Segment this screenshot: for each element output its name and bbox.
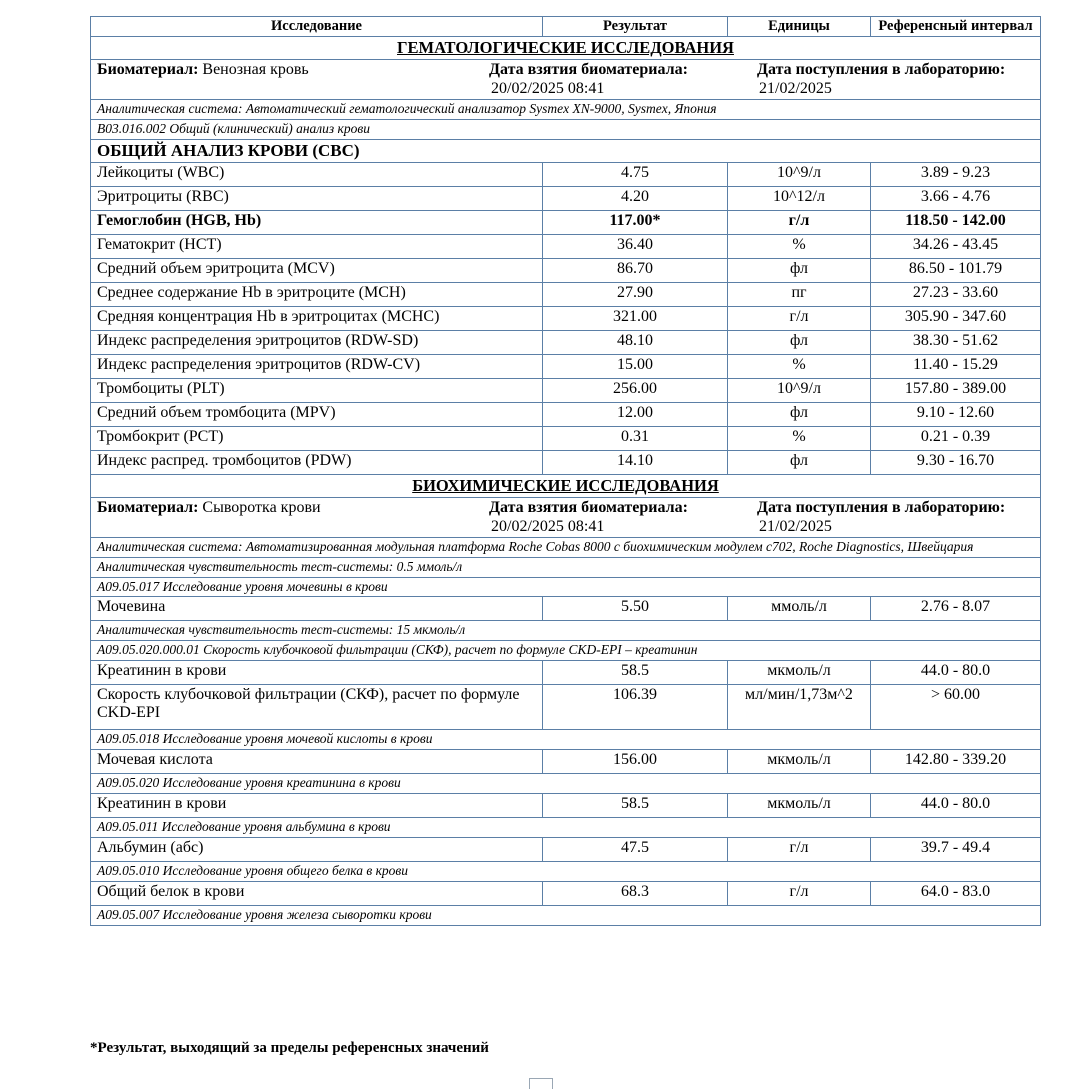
table-row (91, 661, 1041, 685)
analyte-reference: 2.76 - 8.07 (871, 597, 1041, 621)
table-row (91, 402, 1041, 426)
analyte-units: г/л (728, 210, 871, 234)
biomaterial-value: Венозная кровь (202, 61, 309, 78)
table-row (91, 306, 1041, 330)
analyte-name: Тромбокрит (PCT) (91, 426, 543, 450)
analyte-reference: 3.89 - 9.23 (871, 162, 1041, 186)
analyte-name: Креатинин в крови (91, 793, 543, 817)
analyte-name: Индекс распределения эритроцитов (RDW-SD) (91, 330, 543, 354)
analyte-result: 4.20 (543, 186, 728, 210)
analyte-name: Гемоглобин (HGB, Hb) (91, 210, 543, 234)
table-row (91, 881, 1041, 905)
table-row (91, 685, 1041, 730)
table-row (91, 793, 1041, 817)
analyte-name: Средний объем тромбоцита (MPV) (91, 402, 543, 426)
analyte-reference: 9.30 - 16.70 (871, 450, 1041, 474)
table-row (91, 186, 1041, 210)
analyte-name: Скорость клубочковой фильтрации (СКФ), расчет по формуле CKD-EPI (91, 685, 543, 730)
received-date-label: Дата поступления в лабораторию: (757, 498, 1006, 516)
analyte-name: Среднее содержание Hb в эритроците (MCH) (91, 282, 543, 306)
table-row (91, 750, 1041, 774)
analyte-reference: 39.7 - 49.4 (871, 837, 1041, 861)
column-header-result: Результат (543, 17, 728, 37)
table-row (91, 234, 1041, 258)
analyte-result: 58.5 (543, 793, 728, 817)
analyte-reference: 0.21 - 0.39 (871, 426, 1041, 450)
analyte-units: фл (728, 450, 871, 474)
analyte-result: 12.00 (543, 402, 728, 426)
column-header-units: Единицы (728, 17, 871, 37)
table-row (91, 378, 1041, 402)
analyte-reference: 34.26 - 43.45 (871, 234, 1041, 258)
analyte-name: Средний объем эритроцита (MCV) (91, 258, 543, 282)
table-row (91, 282, 1041, 306)
section-title-hematology (91, 37, 1041, 60)
analyte-units: фл (728, 402, 871, 426)
table-row (91, 258, 1041, 282)
table-row (91, 450, 1041, 474)
analyte-units: мкмоль/л (728, 661, 871, 685)
analyte-reference: > 60.00 (871, 685, 1041, 730)
meta-sensitivity-urea: Аналитическая чувствительность тест-системы: 0.5 ммоль/л (91, 557, 1041, 577)
analyte-units: % (728, 234, 871, 258)
meta-service-code-urea: A09.05.017 Исследование уровня мочевины в крови (91, 577, 1041, 597)
analyte-result: 0.31 (543, 426, 728, 450)
analyte-result: 321.00 (543, 306, 728, 330)
analyte-reference: 38.30 - 51.62 (871, 330, 1041, 354)
analyte-units: 10^9/л (728, 162, 871, 186)
analyte-result: 106.39 (543, 685, 728, 730)
column-header-reference: Референсный интервал (871, 17, 1041, 37)
analyte-reference: 157.80 - 389.00 (871, 378, 1041, 402)
analyte-result: 117.00* (543, 210, 728, 234)
meta-analytic-system-hematology: Аналитическая система: Автоматический гематологический анализатор Sysmex XN-9000, Sysmex, Япония (91, 100, 1041, 120)
meta-service-code-cbc: B03.016.002 Общий (клинический) анализ крови (91, 119, 1041, 139)
meta-service-code-albumin: A09.05.011 Исследование уровня альбумина в крови (91, 817, 1041, 837)
column-header-name: Исследование (91, 17, 543, 37)
analyte-result: 68.3 (543, 881, 728, 905)
analyte-name: Гематокрит (HCT) (91, 234, 543, 258)
meta-service-code-uric-acid: A09.05.018 Исследование уровня мочевой кислоты в крови (91, 730, 1041, 750)
analyte-result: 5.50 (543, 597, 728, 621)
biomaterial-block-biochemistry (91, 497, 1041, 537)
section-title-text: БИОХИМИЧЕСКИЕ ИССЛЕДОВАНИЯ (412, 475, 719, 495)
received-date-label: Дата поступления в лабораторию: (757, 61, 1006, 78)
analyte-reference: 9.10 - 12.60 (871, 402, 1041, 426)
analyte-result: 48.10 (543, 330, 728, 354)
meta-service-code-creatinine: A09.05.020 Исследование уровня креатинина в крови (91, 774, 1041, 794)
meta-service-code-total-protein: A09.05.010 Исследование уровня общего белка в крови (91, 861, 1041, 881)
analyte-units: ммоль/л (728, 597, 871, 621)
analyte-units: 10^12/л (728, 186, 871, 210)
analyte-reference: 118.50 - 142.00 (871, 210, 1041, 234)
analyte-name: Средняя концентрация Hb в эритроцитах (MCHC) (91, 306, 543, 330)
meta-analytic-system-biochemistry: Аналитическая система: Автоматизированная модульная платформа Roche Cobas 8000 с биохимическим модулем c702, Roche Diagnostics, Швейцария (91, 537, 1041, 557)
analyte-name: Тромбоциты (PLT) (91, 378, 543, 402)
table-row-abnormal (91, 210, 1041, 234)
analyte-result: 47.5 (543, 837, 728, 861)
analyte-result: 27.90 (543, 282, 728, 306)
table-row (91, 597, 1041, 621)
analyte-reference: 27.23 - 33.60 (871, 282, 1041, 306)
analyte-units: г/л (728, 306, 871, 330)
table-header-row (91, 17, 1041, 37)
biomaterial-label: Биоматериал: (97, 498, 199, 516)
analyte-reference: 86.50 - 101.79 (871, 258, 1041, 282)
meta-sensitivity-creatinine: Аналитическая чувствительность тест-системы: 15 мкмоль/л (91, 621, 1041, 641)
analyte-units: фл (728, 330, 871, 354)
analyte-reference: 64.0 - 83.0 (871, 881, 1041, 905)
meta-service-code-iron: A09.05.007 Исследование уровня железа сыворотки крови (91, 905, 1041, 925)
table-row (91, 354, 1041, 378)
analyte-name: Эритроциты (RBC) (91, 186, 543, 210)
analyte-name: Креатинин в крови (91, 661, 543, 685)
analyte-units: % (728, 354, 871, 378)
analyte-result: 36.40 (543, 234, 728, 258)
analyte-units: г/л (728, 881, 871, 905)
analyte-result: 58.5 (543, 661, 728, 685)
analyte-name: Мочевина (91, 597, 543, 621)
received-date-value: 21/02/2025 (759, 517, 832, 535)
analyte-name: Индекс распределения эритроцитов (RDW-CV) (91, 354, 543, 378)
analyte-units: 10^9/л (728, 378, 871, 402)
biomaterial-block-hematology (91, 60, 1041, 100)
analyte-reference: 44.0 - 80.0 (871, 793, 1041, 817)
analyte-reference: 44.0 - 80.0 (871, 661, 1041, 685)
biomaterial-label: Биоматериал: (97, 61, 199, 78)
lab-results-table (90, 16, 1041, 926)
analyte-units: пг (728, 282, 871, 306)
section-title-text: ГЕМАТОЛОГИЧЕСКИЕ ИССЛЕДОВАНИЯ (397, 38, 734, 57)
analyte-result: 4.75 (543, 162, 728, 186)
analyte-units: % (728, 426, 871, 450)
collection-date-value: 20/02/2025 08:41 (491, 80, 605, 97)
analyte-name: Общий белок в крови (91, 881, 543, 905)
analyte-name: Мочевая кислота (91, 750, 543, 774)
analyte-result: 86.70 (543, 258, 728, 282)
analyte-reference: 11.40 - 15.29 (871, 354, 1041, 378)
biomaterial-value: Сыворотка крови (202, 498, 321, 516)
analyte-result: 14.10 (543, 450, 728, 474)
lab-report-sheet (90, 16, 1040, 926)
analyte-result: 156.00 (543, 750, 728, 774)
received-date-value: 21/02/2025 (759, 80, 832, 97)
table-row (91, 162, 1041, 186)
table-row (91, 426, 1041, 450)
analyte-units: мкмоль/л (728, 750, 871, 774)
analyte-units: фл (728, 258, 871, 282)
collection-date-label: Дата взятия биоматериала: (489, 498, 688, 516)
analyte-name: Лейкоциты (WBC) (91, 162, 543, 186)
analyte-reference: 142.80 - 339.20 (871, 750, 1041, 774)
section-title-biochemistry (91, 474, 1041, 497)
collection-date-value: 20/02/2025 08:41 (491, 517, 605, 535)
table-row (91, 330, 1041, 354)
group-title-cbc: ОБЩИЙ АНАЛИЗ КРОВИ (CBC) (91, 139, 1041, 162)
analyte-name: Альбумин (абс) (91, 837, 543, 861)
footnote-out-of-range: *Результат, выходящий за пределы референсных значений (90, 1040, 489, 1056)
analyte-name: Индекс распред. тромбоцитов (PDW) (91, 450, 543, 474)
analyte-result: 15.00 (543, 354, 728, 378)
table-row (91, 837, 1041, 861)
analyte-units: мкмоль/л (728, 793, 871, 817)
analyte-reference: 3.66 - 4.76 (871, 186, 1041, 210)
analyte-result: 256.00 (543, 378, 728, 402)
analyte-reference: 305.90 - 347.60 (871, 306, 1041, 330)
analyte-units: г/л (728, 837, 871, 861)
meta-service-code-gfr: A09.05.020.000.01 Скорость клубочковой фильтрации (СКФ), расчет по формуле CKD-EPI – креатинин (91, 641, 1041, 661)
page-bottom-marker (529, 1078, 553, 1089)
analyte-units: мл/мин/1,73м^2 (728, 685, 871, 730)
collection-date-label: Дата взятия биоматериала: (489, 61, 688, 78)
